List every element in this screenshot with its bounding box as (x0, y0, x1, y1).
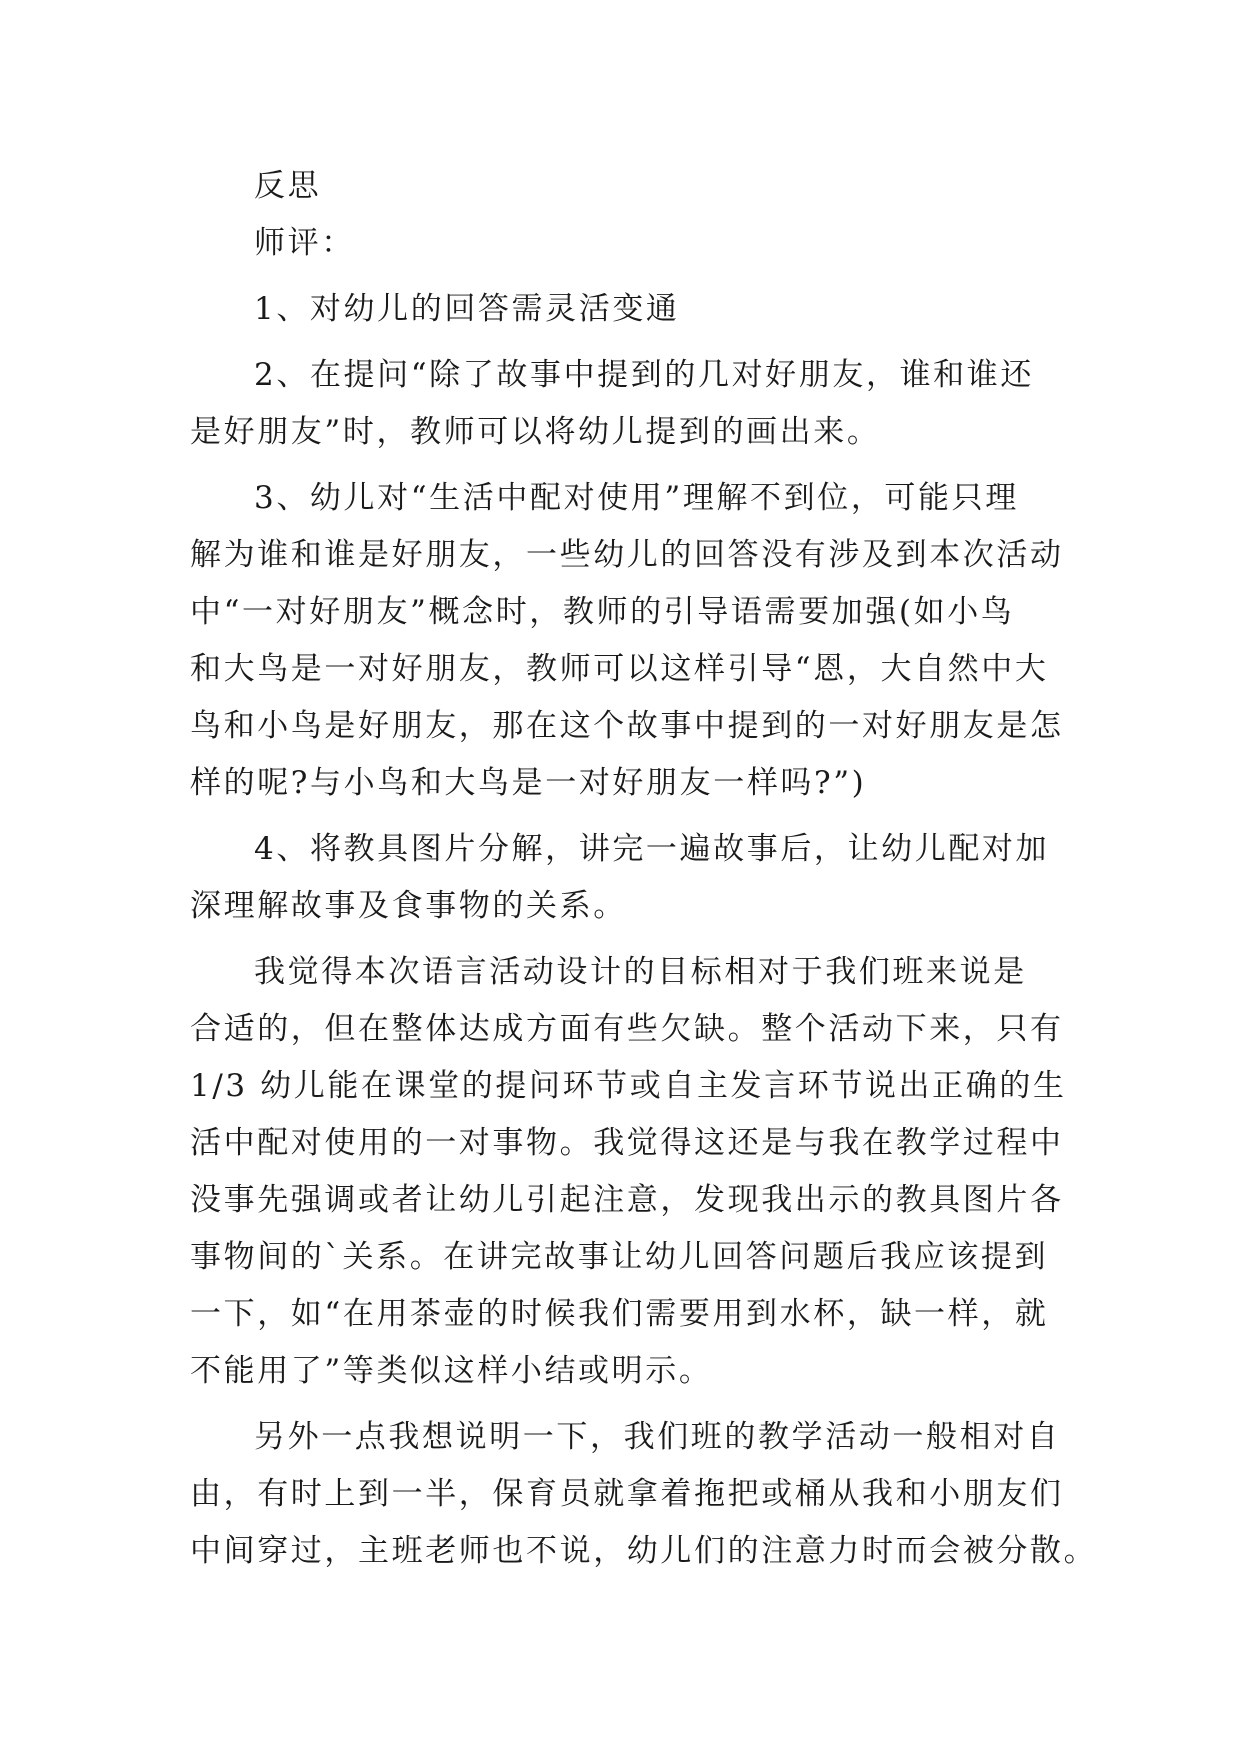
subheading: 师评： (254, 225, 355, 261)
paragraph-line: 解为谁和谁是好朋友，一些幼儿的回答没有涉及到本次活动 (190, 537, 1064, 573)
paragraph-line: 4、将教具图片分解，讲完一遍故事后，让幼儿配对加 (254, 831, 1050, 867)
paragraph-line: 不能用了”等类似这样小结或明示。 (190, 1353, 713, 1389)
paragraph-line: 深理解故事及食事物的关系。 (190, 888, 627, 924)
paragraph-line: 中“一对好朋友”概念时，教师的引导语需要加强(如小鸟 (190, 594, 1015, 630)
paragraph-line: 2、在提问“除了故事中提到的几对好朋友，谁和谁还 (254, 357, 1034, 393)
paragraph-line: 1/3 幼儿能在课堂的提问环节或自主发言环节说出正确的生 (190, 1068, 1067, 1104)
heading: 反思 (254, 168, 322, 204)
paragraph-line: 中间穿过，主班老师也不说，幼儿们的注意力时而会被分散。 (190, 1533, 1098, 1569)
paragraph-line: 另外一点我想说明一下，我们班的教学活动一般相对自 (254, 1419, 1061, 1455)
paragraph-line: 没事先强调或者让幼儿引起注意，发现我出示的教具图片各 (190, 1182, 1064, 1218)
document-body (190, 158, 1098, 1580)
paragraph-line: 和大鸟是一对好朋友，教师可以这样引导“恩，大自然中大 (190, 651, 1049, 687)
paragraph-line: 由，有时上到一半，保育员就拿着拖把或桶从我和小朋友们 (190, 1476, 1064, 1512)
paragraph-line: 样的呢?与小鸟和大鸟是一对好朋友一样吗?”) (190, 765, 867, 801)
paragraph-line: 事物间的`关系。在讲完故事让幼儿回答问题后我应该提到 (190, 1239, 1049, 1275)
paragraph-line: 一下，如“在用茶壶的时候我们需要用到水杯，缺一样，就 (190, 1296, 1049, 1332)
paragraph-line: 鸟和小鸟是好朋友，那在这个故事中提到的一对好朋友是怎 (190, 708, 1064, 744)
paragraph-line: 是好朋友”时，教师可以将幼儿提到的画出来。 (190, 414, 881, 450)
paragraph-line: 合适的，但在整体达成方面有些欠缺。整个活动下来，只有 (190, 1011, 1064, 1047)
paragraph-line: 3、幼儿对“生活中配对使用”理解不到位，可能只理 (254, 480, 1019, 516)
paragraph-line: 活中配对使用的一对事物。我觉得这还是与我在教学过程中 (190, 1125, 1064, 1161)
paragraph-line: 我觉得本次语言活动设计的目标相对于我们班来说是 (254, 954, 1027, 990)
paragraph-line: 1、对幼儿的回答需灵活变通 (254, 291, 680, 327)
